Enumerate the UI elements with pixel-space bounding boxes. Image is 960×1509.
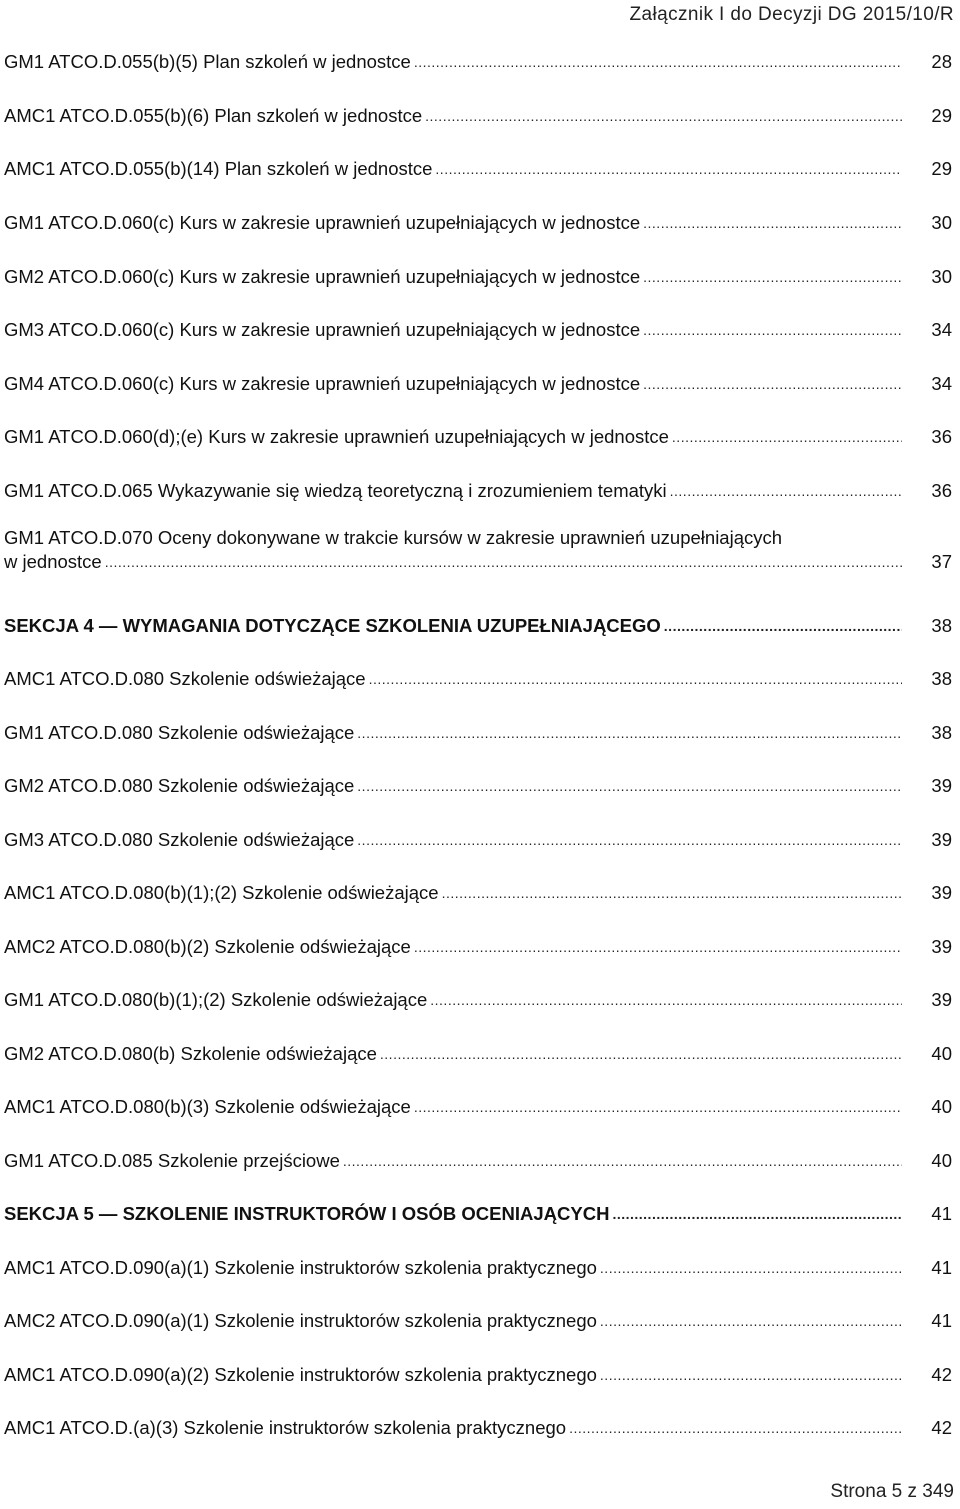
toc-entry[interactable] <box>4 988 952 1012</box>
toc-entry-page: 37 <box>931 551 952 572</box>
toc-entry-title: AMC1 ATCO.D.080(b)(1);(2) Szkolenie odświeżające <box>4 882 439 903</box>
dot-leader <box>430 988 902 1012</box>
toc-entry-page: 30 <box>931 212 952 233</box>
dot-leader <box>442 881 902 905</box>
dot-leader <box>664 614 902 638</box>
page-number-footer: Strona 5 z 349 <box>830 1481 954 1502</box>
dot-leader <box>600 1309 902 1333</box>
dot-leader <box>643 318 902 342</box>
toc-entry[interactable] <box>4 828 952 852</box>
dot-leader <box>643 372 902 396</box>
toc-entry[interactable] <box>4 526 952 574</box>
dot-leader <box>435 157 902 181</box>
toc-entry-title: w jednostce <box>4 551 102 572</box>
toc-entry-title: AMC1 ATCO.D.080 Szkolenie odświeżające <box>4 668 366 689</box>
toc-entry[interactable] <box>4 211 952 235</box>
toc-entry-page: 34 <box>931 373 952 394</box>
toc-entry[interactable] <box>4 881 952 905</box>
toc-entry[interactable] <box>4 425 952 449</box>
toc-entry[interactable] <box>4 50 952 74</box>
toc-entry[interactable] <box>4 479 952 503</box>
dot-leader <box>357 721 902 745</box>
dot-leader <box>670 479 902 503</box>
dot-leader <box>414 1095 902 1119</box>
toc-entry[interactable] <box>4 1149 952 1173</box>
dot-leader <box>612 1202 902 1226</box>
toc-entry-page: 39 <box>931 829 952 850</box>
dot-leader <box>643 265 902 289</box>
toc-entry[interactable] <box>4 1256 952 1280</box>
toc-entry-title: SEKCJA 5 — SZKOLENIE INSTRUKTORÓW I OSÓB OCENIAJĄCYCH <box>4 1203 610 1224</box>
toc-entry-page: 38 <box>931 615 952 636</box>
toc-entry-page: 40 <box>931 1150 952 1171</box>
dot-leader <box>425 104 902 128</box>
toc-entry-title: AMC1 ATCO.D.(a)(3) Szkolenie instruktorów szkolenia praktycznego <box>4 1417 567 1438</box>
toc-entry[interactable] <box>4 614 952 638</box>
toc-entry[interactable] <box>4 104 952 128</box>
toc-entry-page: 38 <box>931 722 952 743</box>
toc-entry-title: GM2 ATCO.D.060(c) Kurs w zakresie uprawnień uzupełniających w jednostce <box>4 266 641 287</box>
dot-leader <box>672 425 902 449</box>
toc-entry-title: SEKCJA 4 — WYMAGANIA DOTYCZĄCE SZKOLENIA UZUPEŁNIAJĄCEGO <box>4 615 661 636</box>
toc-entry-title: GM1 ATCO.D.060(d);(e) Kurs w zakresie uprawnień uzupełniających w jednostce <box>4 426 669 447</box>
toc-entry-page: 38 <box>931 668 952 689</box>
toc-entry-title: GM1 ATCO.D.060(c) Kurs w zakresie uprawnień uzupełniających w jednostce <box>4 212 641 233</box>
toc-entry[interactable] <box>4 935 952 959</box>
toc-entry[interactable] <box>4 265 952 289</box>
dot-leader <box>369 667 902 691</box>
dot-leader <box>643 211 902 235</box>
toc-entry[interactable] <box>4 1202 952 1226</box>
toc-entry-title: GM2 ATCO.D.080 Szkolenie odświeżające <box>4 775 355 796</box>
toc-entry-title: GM3 ATCO.D.060(c) Kurs w zakresie uprawnień uzupełniających w jednostce <box>4 319 641 340</box>
toc-entry[interactable] <box>4 318 952 342</box>
toc-entry-page: 36 <box>931 426 952 447</box>
toc-entry-page: 39 <box>931 989 952 1010</box>
toc-entry-title: GM1 ATCO.D.070 Oceny dokonywane w trakcie kursów w zakresie uprawnień uzupełniających <box>4 527 783 548</box>
toc-entry-title: AMC1 ATCO.D.090(a)(2) Szkolenie instruktorów szkolenia praktycznego <box>4 1364 597 1385</box>
toc-entry-title: AMC1 ATCO.D.080(b)(3) Szkolenie odświeżające <box>4 1096 411 1117</box>
toc-entry-title: AMC1 ATCO.D.055(b)(6) Plan szkoleń w jednostce <box>4 105 423 126</box>
toc-entry-page: 42 <box>931 1417 952 1438</box>
toc-entry-title: AMC1 ATCO.D.055(b)(14) Plan szkoleń w jednostce <box>4 158 433 179</box>
toc-entry-page: 39 <box>931 882 952 903</box>
toc-entry-page: 40 <box>931 1043 952 1064</box>
toc-entry[interactable] <box>4 667 952 691</box>
toc-entry-page: 30 <box>931 266 952 287</box>
toc-entry-page: 42 <box>931 1364 952 1385</box>
toc-entry-page: 29 <box>931 105 952 126</box>
toc-entry-page: 39 <box>931 775 952 796</box>
dot-leader <box>414 50 902 74</box>
toc-entry-title: GM1 ATCO.D.080(b)(1);(2) Szkolenie odświeżające <box>4 989 428 1010</box>
toc-entry-title: AMC2 ATCO.D.080(b)(2) Szkolenie odświeżające <box>4 936 411 957</box>
toc-entry-page: 36 <box>931 480 952 501</box>
toc-entry-page: 29 <box>931 158 952 179</box>
toc-entry-title: GM1 ATCO.D.085 Szkolenie przejściowe <box>4 1150 340 1171</box>
dot-leader <box>600 1363 902 1387</box>
toc-entry-title: GM3 ATCO.D.080 Szkolenie odświeżające <box>4 829 355 850</box>
document-header: Załącznik I do Decyzji DG 2015/10/R <box>629 4 954 25</box>
toc-entry-page: 40 <box>931 1096 952 1117</box>
dot-leader <box>380 1042 902 1066</box>
toc-entry-page: 34 <box>931 319 952 340</box>
toc-entry-title: GM4 ATCO.D.060(c) Kurs w zakresie uprawnień uzupełniających w jednostce <box>4 373 641 394</box>
toc-entry[interactable] <box>4 157 952 181</box>
toc-entry-page: 41 <box>931 1310 952 1331</box>
toc-entry[interactable] <box>4 1095 952 1119</box>
toc-entry-title: GM2 ATCO.D.080(b) Szkolenie odświeżające <box>4 1043 377 1064</box>
toc-entry-page: 41 <box>931 1257 952 1278</box>
toc-entry-title: AMC2 ATCO.D.090(a)(1) Szkolenie instruktorów szkolenia praktycznego <box>4 1310 597 1331</box>
toc-entry[interactable] <box>4 372 952 396</box>
toc-entry[interactable] <box>4 1416 952 1440</box>
toc-entry-title: GM1 ATCO.D.065 Wykazywanie się wiedzą teoretyczną i zrozumieniem tematyki <box>4 480 667 501</box>
dot-leader <box>105 550 902 574</box>
dot-leader <box>357 828 902 852</box>
toc-entry-title: GM1 ATCO.D.080 Szkolenie odświeżające <box>4 722 355 743</box>
dot-leader <box>414 935 902 959</box>
toc-entry[interactable] <box>4 1363 952 1387</box>
toc-entry[interactable] <box>4 774 952 798</box>
dot-leader <box>343 1149 902 1173</box>
toc-entry[interactable] <box>4 1042 952 1066</box>
toc-entry-title: GM1 ATCO.D.055(b)(5) Plan szkoleń w jednostce <box>4 51 411 72</box>
toc-entry-page: 41 <box>931 1203 952 1224</box>
toc-entry[interactable] <box>4 1309 952 1333</box>
toc-entry-page: 28 <box>931 51 952 72</box>
dot-leader <box>569 1416 902 1440</box>
toc-entry-page: 39 <box>931 936 952 957</box>
toc-entry-title: AMC1 ATCO.D.090(a)(1) Szkolenie instruktorów szkolenia praktycznego <box>4 1257 597 1278</box>
dot-leader <box>600 1256 902 1280</box>
dot-leader <box>357 774 902 798</box>
toc-entry[interactable] <box>4 721 952 745</box>
